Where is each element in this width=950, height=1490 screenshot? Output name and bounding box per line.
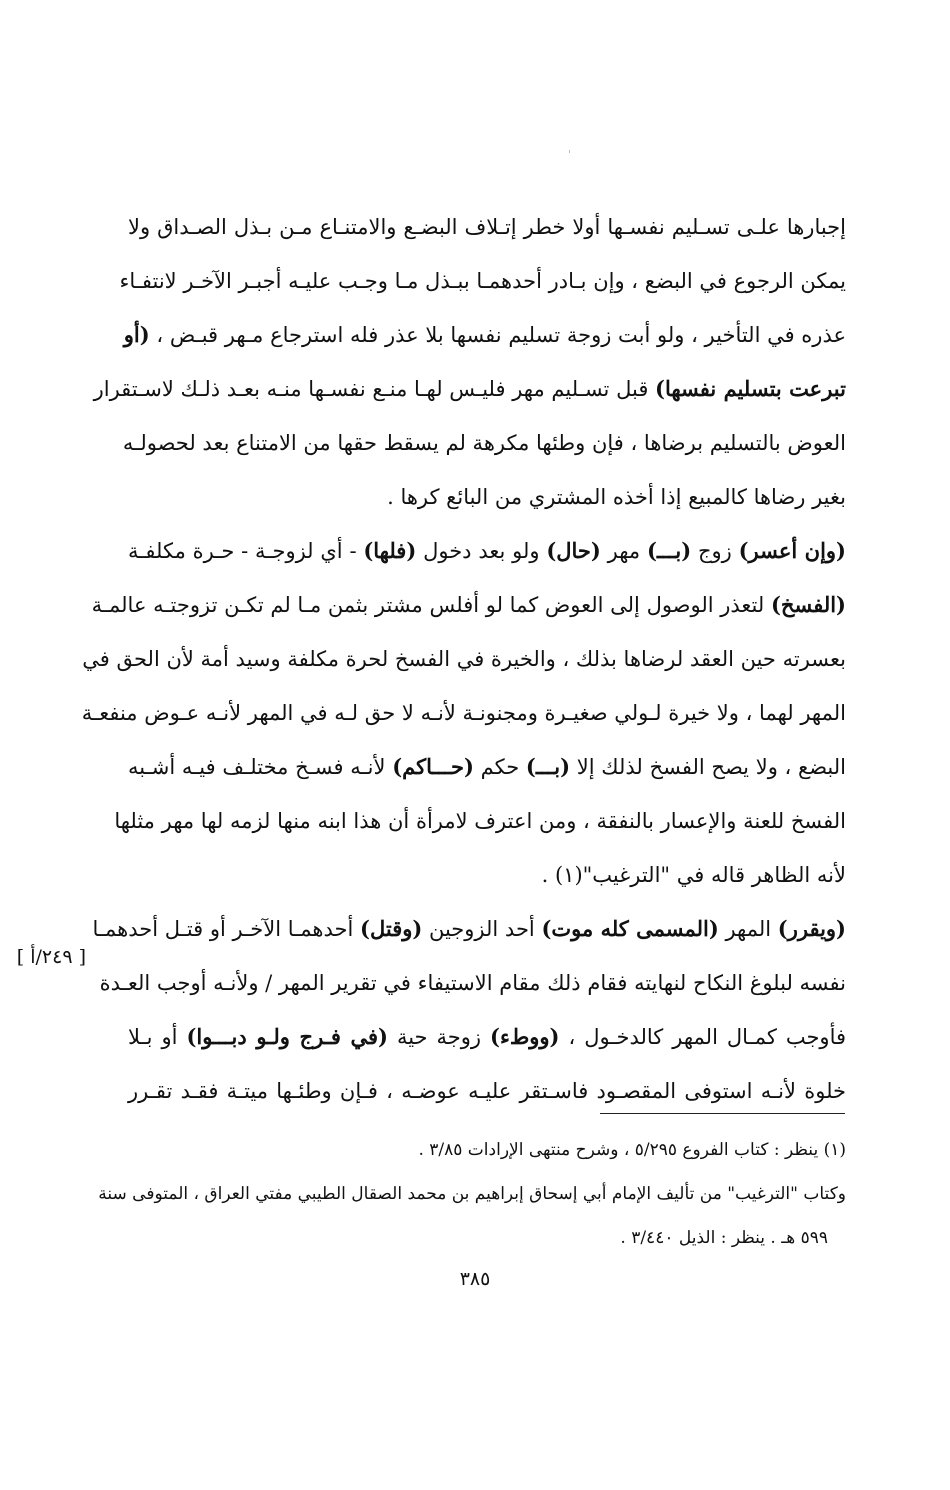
commentary-text: ولو بعد دخول <box>416 539 547 563</box>
text-line <box>99 956 846 1010</box>
text-line <box>119 254 846 308</box>
commentary-text: يمكن الرجوع في البضع ، وإن بـادر أحدهمـا ببـذل مـا وجـب عليـه أجبـر الآخـر لانتفـاء <box>119 269 846 293</box>
commentary-text: نفسه لبلوغ النكاح لنهايته فقام ذلك مقام الاستيفاء في تقرير المهر / ولأنـه أوجب العـدة <box>99 971 846 995</box>
commentary-text: بعسرته حين العقد لرضاها بذلك ، والخيرة في الفسخ لحرة مكلفة وسيد أمة لأن الحق في <box>82 647 846 671</box>
text-line <box>114 794 846 848</box>
text-line <box>123 308 846 362</box>
text-line <box>128 524 846 578</box>
bold-matn-phrase: تبرعت بتسليم نفسها) <box>655 376 846 401</box>
footnotes-block <box>98 1128 846 1260</box>
page-number: ٣٨٥ <box>459 1268 491 1290</box>
commentary-text: فأوجب كمـال المهر كالدخـول ، <box>559 1025 847 1049</box>
manuscript-folio-marker: [ ٢٤٩/أ ] <box>16 946 86 968</box>
bold-matn-phrase: (بـــ) <box>525 754 571 779</box>
footnote-separator <box>600 1113 845 1114</box>
commentary-text: خلوة لأنـه استوفى المقصـود فاسـتقر عليـه عوضـه ، فـإن وطئـها ميتـة فقـد تقـرر <box>128 1079 846 1103</box>
text-line <box>91 578 846 632</box>
main-text-block <box>81 200 847 1118</box>
text-line <box>128 200 846 254</box>
bold-matn-phrase: (في فـرج ولـو دبـــوا) <box>186 1024 388 1049</box>
commentary-text: أحد الزوجين <box>422 917 542 941</box>
bold-matn-phrase: (الفسخ) <box>770 592 846 617</box>
commentary-text: مهر <box>600 539 647 563</box>
commentary-text: إجبارها علـى تسـليم نفسـها أولا خطر إتـلاف البضـع والامتنـاع مـن بـذل الصـداق ولا <box>128 215 846 239</box>
commentary-text: الفسخ للعنة والإعسار بالنفقة ، ومن اعترف لامرأة أن هذا ابنه منها لزمه لها مهر مثلها <box>114 809 846 833</box>
commentary-text: أحدهمـا الآخـر أو قتـل أحدهمـا <box>92 917 361 941</box>
text-line <box>122 416 846 470</box>
text-line <box>128 470 846 524</box>
commentary-text: لأنـه فسـخ مختلـف فيـه أشـبه <box>128 755 393 779</box>
bold-matn-phrase: (حـــاكم) <box>392 754 474 779</box>
commentary-text: قبل تسـليم مهر فليـس لهـا منـع نفسـها منـه بعـد ذلـك لاسـتقرار <box>93 377 656 401</box>
commentary-text: بغير رضاها كالمبيع إذا أخذه المشتري من البائع كرها . <box>387 485 846 509</box>
commentary-text: المهر لهما ، ولا خيرة لـولي صغيـرة ومجنونـة لأنـه لا حق لـه في المهر لأنـه عـوض منفعـة <box>81 701 846 725</box>
bold-matn-phrase: (بـــ) <box>646 538 692 563</box>
footnote-1: (١) ينظر : كتاب الفروع ٥/٢٩٥ ، وشرح منتهى الإرادات ٣/٨٥ . <box>418 1140 846 1160</box>
text-line <box>82 632 846 686</box>
bold-matn-phrase: (ويقرر) <box>777 916 846 941</box>
commentary-text: العوض بالتسليم برضاها ، فإن وطئها مكرهة لم يسقط حقها من الامتناع بعد لحصولـه <box>122 431 846 455</box>
commentary-text: زوجة حية <box>387 1025 491 1049</box>
text-line <box>128 1010 846 1064</box>
bold-matn-phrase: (وقتل) <box>360 916 423 941</box>
bold-matn-phrase: (المسمى كله موت) <box>541 916 719 941</box>
commentary-text: حكم <box>473 755 526 779</box>
text-line <box>92 902 846 956</box>
footnote-1-continuation-end: ٥٩٩ هـ . ينظر : الذيل ٣/٤٤٠ . <box>620 1228 828 1248</box>
text-line <box>128 1064 846 1118</box>
commentary-text: أو بـلا <box>128 1025 187 1049</box>
commentary-text: المهر <box>718 917 778 941</box>
text-line <box>128 740 846 794</box>
scan-mark <box>569 150 570 153</box>
bold-matn-phrase: (حال) <box>546 538 601 563</box>
bold-matn-phrase: (وإن أعسر) <box>738 538 846 563</box>
bold-matn-phrase: (فلها) <box>363 538 417 563</box>
commentary-text: - أي لزوجـة - حـرة مكلفـة <box>128 539 364 563</box>
text-line <box>81 686 846 740</box>
footnote-1-continuation: وكتاب "الترغيب" من تأليف الإمام أبي إسحاق إبراهيم بن محمد الصقال الطيبي مفتي العراق ، المتوفى سنة <box>98 1184 846 1204</box>
text-line <box>93 362 846 416</box>
commentary-text: زوج <box>691 539 739 563</box>
commentary-text: لتعذر الوصول إلى العوض كما لو أفلس مشتر بثمن مـا لم تكـن تزوجتـه عالمـة <box>91 593 771 617</box>
bold-matn-phrase: (أو <box>123 322 150 347</box>
text-line <box>128 848 846 902</box>
commentary-text: البضع ، ولا يصح الفسخ لذلك إلا <box>570 755 846 779</box>
bold-matn-phrase: (ووطء) <box>490 1024 560 1049</box>
commentary-text: لأنه الظاهر قاله في "الترغيب"(١) . <box>541 863 846 887</box>
commentary-text: عذره في التأخير ، ولو أبت زوجة تسليم نفسها بلا عذر فله استرجاع مـهر قبـض ، <box>149 323 846 347</box>
